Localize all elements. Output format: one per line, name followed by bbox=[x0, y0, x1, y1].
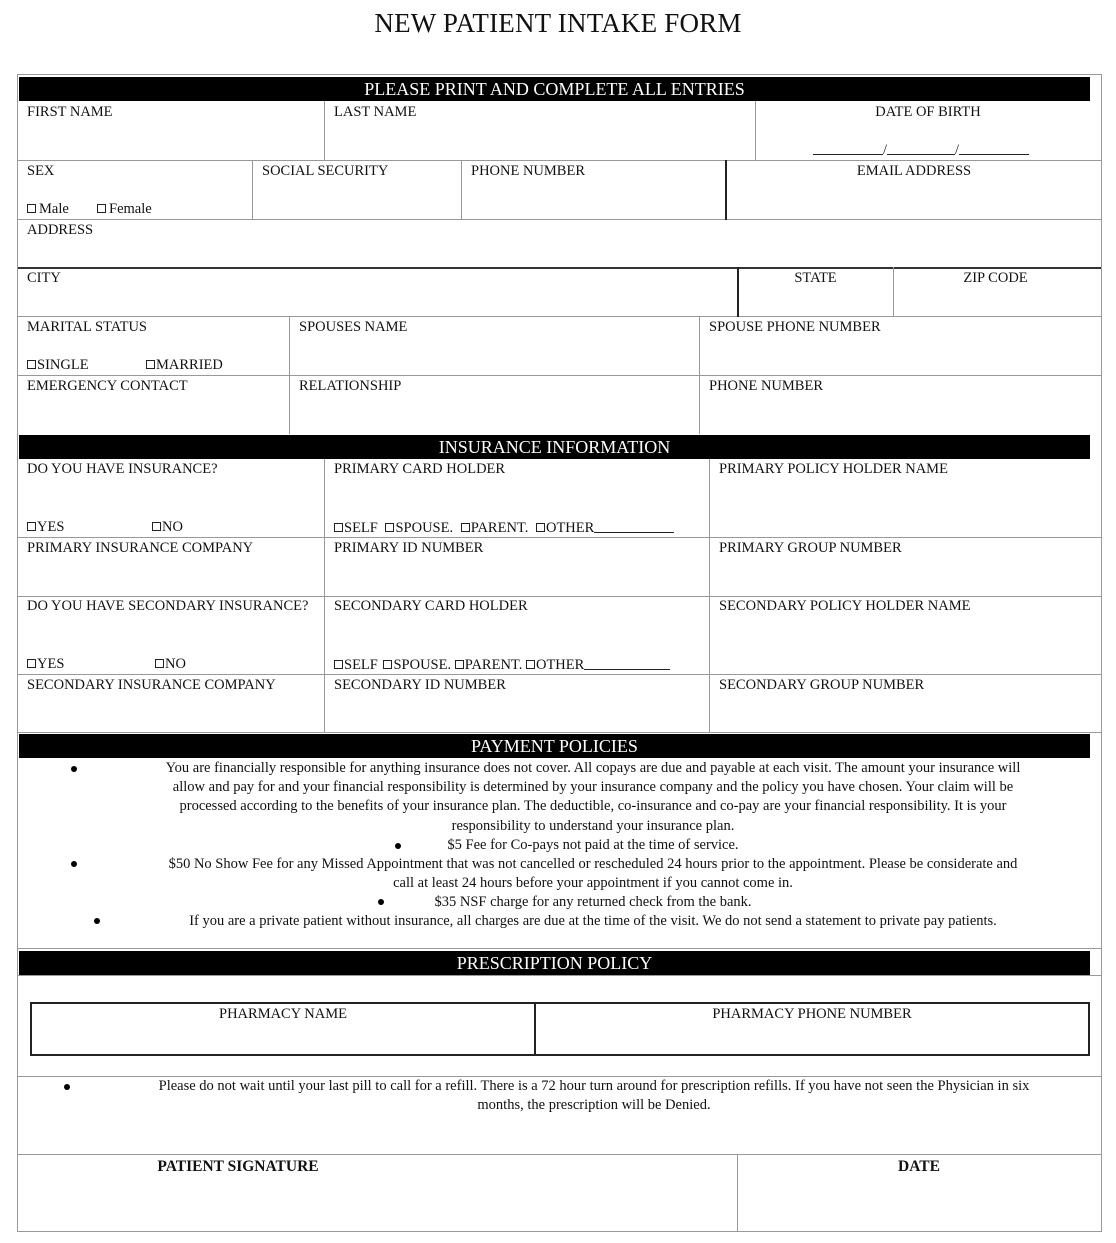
divider bbox=[18, 537, 1101, 538]
dob-field[interactable] bbox=[813, 141, 1043, 159]
divider bbox=[18, 375, 1101, 376]
other-label: OTHER bbox=[535, 657, 585, 673]
secondary-id-label: SECONDARY ID NUMBER bbox=[334, 677, 506, 693]
divider bbox=[709, 459, 710, 733]
payment-policy-3 bbox=[98, 855, 1088, 893]
divider bbox=[18, 160, 1101, 161]
self-label: SELF bbox=[344, 520, 378, 536]
pharmacy-name-label: PHARMACY NAME bbox=[219, 1006, 347, 1022]
patient-signature-label: PATIENT SIGNATURE bbox=[157, 1158, 319, 1175]
spouse-label: SPOUSE. bbox=[395, 520, 454, 536]
checkbox-icon[interactable] bbox=[97, 204, 106, 213]
dob-year-blank bbox=[959, 141, 1029, 155]
divider bbox=[461, 160, 462, 220]
dob-separator: / bbox=[955, 142, 960, 158]
primary-group-label: PRIMARY GROUP NUMBER bbox=[719, 540, 902, 556]
no-label: NO bbox=[165, 656, 186, 672]
patient-signature-field[interactable] bbox=[20, 1180, 735, 1228]
yes-label: YES bbox=[37, 519, 65, 535]
parent-option[interactable] bbox=[455, 657, 523, 673]
form-title: NEW PATIENT INTAKE FORM bbox=[374, 8, 742, 38]
married-label: MARRIED bbox=[156, 357, 223, 373]
pharmacy-phone-label: PHARMACY PHONE NUMBER bbox=[712, 1006, 912, 1022]
checkbox-icon[interactable] bbox=[526, 660, 535, 669]
primary-card-holder-options bbox=[334, 519, 674, 536]
dob-day-blank bbox=[887, 141, 955, 155]
checkbox-icon[interactable] bbox=[152, 522, 161, 531]
policy-text-line: processed according to the benefits of your insurance plan. The deductible, co-insurance and co-pay are your financial responsibility. It is your bbox=[179, 798, 1007, 815]
section-header-insurance: INSURANCE INFORMATION bbox=[19, 435, 1090, 459]
payment-policy-2: $5 Fee for Co-pays not paid at the time of service. bbox=[447, 837, 739, 853]
checkbox-icon[interactable] bbox=[536, 523, 545, 532]
sex-label: SEX bbox=[27, 163, 55, 179]
parent-label: PARENT. bbox=[464, 657, 523, 673]
single-label: SINGLE bbox=[37, 357, 89, 373]
relationship-label: RELATIONSHIP bbox=[299, 378, 402, 394]
checkbox-icon[interactable] bbox=[27, 204, 36, 213]
secondary-yes-option[interactable] bbox=[27, 656, 64, 672]
other-blank[interactable] bbox=[594, 519, 674, 533]
marital-married-option[interactable] bbox=[146, 357, 223, 373]
emergency-contact-label: EMERGENCY CONTACT bbox=[27, 378, 188, 394]
checkbox-icon[interactable] bbox=[383, 660, 392, 669]
secondary-company-label: SECONDARY INSURANCE COMPANY bbox=[27, 677, 276, 693]
secondary-card-holder-label: SECONDARY CARD HOLDER bbox=[334, 598, 528, 614]
section-header-personal: PLEASE PRINT AND COMPLETE ALL ENTRIES bbox=[19, 77, 1090, 101]
checkbox-icon[interactable] bbox=[27, 659, 36, 668]
divider bbox=[289, 316, 290, 434]
checkbox-icon[interactable] bbox=[27, 522, 36, 531]
divider bbox=[18, 267, 1101, 269]
divider bbox=[252, 160, 253, 220]
section-header-payment: PAYMENT POLICIES bbox=[19, 734, 1090, 758]
primary-company-label: PRIMARY INSURANCE COMPANY bbox=[27, 540, 254, 556]
parent-option[interactable] bbox=[461, 520, 529, 536]
signature-date-field[interactable] bbox=[740, 1180, 1098, 1228]
sex-female-option[interactable] bbox=[97, 201, 152, 217]
date-label: DATE bbox=[898, 1158, 940, 1175]
checkbox-icon[interactable] bbox=[385, 523, 394, 532]
first-name-label: FIRST NAME bbox=[27, 104, 113, 120]
checkbox-icon[interactable] bbox=[334, 660, 343, 669]
other-label: OTHER bbox=[545, 520, 595, 536]
emergency-phone-label: PHONE NUMBER bbox=[709, 378, 823, 394]
divider bbox=[18, 316, 1101, 317]
checkbox-icon[interactable] bbox=[155, 659, 164, 668]
secondary-policy-holder-label: SECONDARY POLICY HOLDER NAME bbox=[719, 598, 971, 614]
other-option[interactable] bbox=[536, 520, 674, 536]
bullet-icon bbox=[94, 918, 100, 924]
secondary-card-holder-options bbox=[334, 656, 670, 673]
sex-male-option[interactable] bbox=[27, 201, 69, 217]
self-label: SELF bbox=[344, 657, 378, 673]
self-option[interactable] bbox=[334, 520, 378, 536]
self-option[interactable] bbox=[334, 657, 378, 673]
divider bbox=[18, 975, 1101, 976]
prescription-note bbox=[90, 1077, 1098, 1115]
policy-text-line: Please do not wait until your last pill to call for a refill. There is a 72 hour turn around for prescription refills. If you have not seen the Physician in six bbox=[158, 1078, 1030, 1094]
primary-card-holder-label: PRIMARY CARD HOLDER bbox=[334, 461, 506, 477]
other-blank[interactable] bbox=[584, 656, 670, 670]
payment-policy-1 bbox=[98, 759, 1088, 836]
city-label: CITY bbox=[27, 270, 61, 286]
divider bbox=[324, 459, 325, 733]
divider bbox=[18, 1154, 1101, 1155]
checkbox-icon[interactable] bbox=[455, 660, 464, 669]
sex-male-label: Male bbox=[39, 201, 69, 217]
payment-policy-4: $35 NSF charge for any returned check from the bank. bbox=[434, 894, 752, 910]
policy-text-line: You are financially responsible for anything insurance does not cover. All copays are due and payable at each visit. The amount your insurance will bbox=[165, 760, 1021, 776]
form-frame bbox=[17, 74, 1102, 1232]
spouse-label: SPOUSE. bbox=[393, 657, 452, 673]
bullet-icon bbox=[64, 1084, 70, 1090]
divider bbox=[324, 101, 325, 161]
policy-text-line: allow and pay for and your financial responsibility is determined by your insurance company and the policy you have chosen. Your claim will be bbox=[172, 779, 1014, 796]
sex-female-label: Female bbox=[109, 201, 152, 217]
bullet-icon bbox=[71, 766, 77, 772]
checkbox-icon[interactable] bbox=[27, 360, 36, 369]
section-header-prescription: PRESCRIPTION POLICY bbox=[19, 951, 1090, 975]
have-secondary-label: DO YOU HAVE SECONDARY INSURANCE? bbox=[27, 598, 309, 614]
checkbox-icon[interactable] bbox=[146, 360, 155, 369]
divider bbox=[18, 948, 1101, 949]
dob-month-blank bbox=[813, 141, 883, 155]
divider bbox=[18, 596, 1101, 597]
payment-policy-5: If you are a private patient without insurance, all charges are due at the time of the visit. We do not send a statement to private pay patients. bbox=[189, 913, 997, 929]
zip-label: ZIP CODE bbox=[963, 270, 1028, 286]
insurance-yes-option[interactable] bbox=[27, 519, 64, 535]
dob-label: DATE OF BIRTH bbox=[875, 104, 981, 120]
divider bbox=[18, 732, 1101, 733]
yes-label: YES bbox=[37, 656, 65, 672]
spouse-phone-label: SPOUSE PHONE NUMBER bbox=[709, 319, 881, 335]
email-label: EMAIL ADDRESS bbox=[856, 163, 972, 179]
divider bbox=[18, 674, 1101, 675]
policy-text-line: call at least 24 hours before your appointment if you cannot come in. bbox=[393, 875, 793, 892]
policy-text-line: responsibility to understand your insurance plan. bbox=[451, 817, 735, 834]
secondary-group-label: SECONDARY GROUP NUMBER bbox=[719, 677, 925, 693]
bullet-icon bbox=[71, 861, 77, 867]
policy-text-line: months, the prescription will be Denied. bbox=[477, 1097, 711, 1114]
checkbox-icon[interactable] bbox=[334, 523, 343, 532]
marital-status-label: MARITAL STATUS bbox=[27, 319, 147, 335]
other-option[interactable] bbox=[526, 657, 670, 673]
marital-single-option[interactable] bbox=[27, 357, 89, 373]
no-label: NO bbox=[162, 519, 183, 535]
spouse-option[interactable] bbox=[385, 520, 453, 536]
last-name-label: LAST NAME bbox=[334, 104, 417, 120]
parent-label: PARENT. bbox=[470, 520, 529, 536]
checkbox-icon[interactable] bbox=[461, 523, 470, 532]
state-label: STATE bbox=[794, 270, 837, 286]
dob-separator: / bbox=[883, 142, 888, 158]
ssn-label: SOCIAL SECURITY bbox=[262, 163, 389, 179]
primary-id-label: PRIMARY ID NUMBER bbox=[334, 540, 484, 556]
spouse-name-label: SPOUSES NAME bbox=[299, 319, 408, 335]
have-insurance-label: DO YOU HAVE INSURANCE? bbox=[27, 461, 218, 477]
divider bbox=[699, 316, 700, 434]
secondary-no-option[interactable] bbox=[155, 656, 186, 672]
address-label: ADDRESS bbox=[27, 222, 94, 238]
divider bbox=[18, 219, 1101, 220]
insurance-no-option[interactable] bbox=[152, 519, 183, 535]
spouse-option[interactable] bbox=[383, 657, 451, 673]
primary-policy-holder-label: PRIMARY POLICY HOLDER NAME bbox=[719, 461, 948, 477]
phone-label: PHONE NUMBER bbox=[471, 163, 585, 179]
policy-text-line: $50 No Show Fee for any Missed Appointment that was not cancelled or rescheduled 24 hours prior to the appointment. Please be considerate and bbox=[168, 856, 1018, 872]
